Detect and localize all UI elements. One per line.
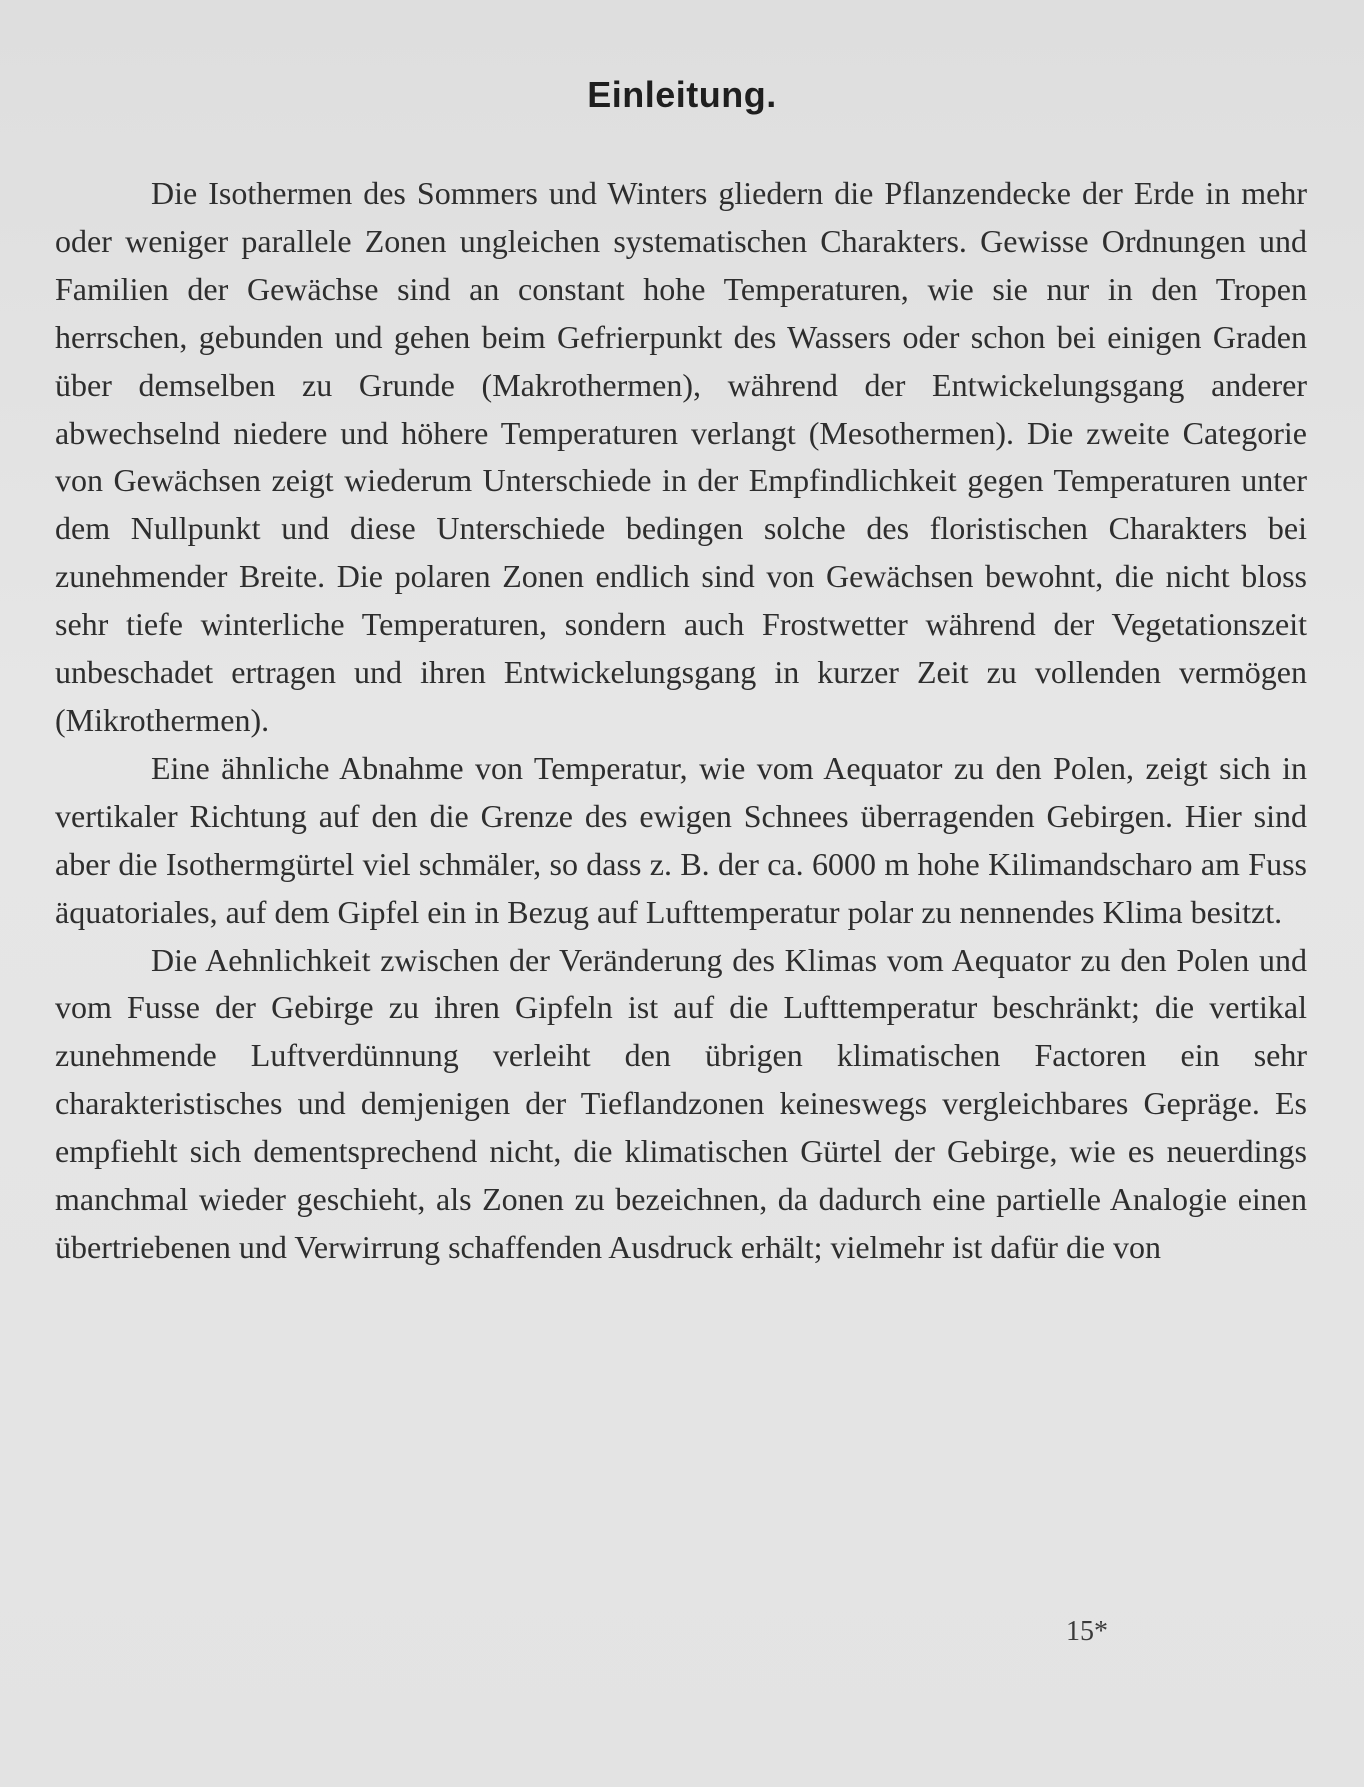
paragraph-2: Eine ähnliche Abnahme von Temperatur, wie vom Aequator zu den Polen, zeigt sich in vertikaler Richtung auf den die Grenze des ewigen Schnees überragenden Gebirgen. Hier sind aber die Isothermgürtel viel schmäler, so dass z. B. der ca. 6000 m hohe Kilimandscharo am Fuss äquatoriales, auf dem Gipfel ein in Bezug auf Lufttemperatur polar zu nennendes Klima besitzt. [55,749,1307,930]
page-heading: Einleitung. [587,74,777,115]
page-number: 15* [1066,1616,1108,1647]
body-text [55,170,1307,1272]
paragraph-3: Die Aehnlichkeit zwischen der Veränderung des Klimas vom Aequator zu den Polen und vom Fusse der Gebirge zu ihren Gipfeln ist auf die Lufttemperatur beschränkt; die vertikal zunehmende Luftverdünnung verleiht den übrigen klimatischen Factoren ein sehr charakteristisches und demjenigen der Tieflandzonen keineswegs vergleichbares Gepräge. Es empfiehlt sich dementsprechend nicht, die klimatischen Gürtel der Gebirge, wie es neuerdings manchmal wieder geschieht, als Zonen zu bezeichnen, da dadurch eine partielle Analogie einen übertriebenen und Verwirrung schaffenden Ausdruck erhält; vielmehr ist dafür die von [55,941,1307,1265]
paragraph-1: Die Isothermen des Sommers und Winters gliedern die Pflanzendecke der Erde in mehr oder weniger parallele Zonen ungleichen systematischen Charakters. Gewisse Ordnungen und Familien der Gewächse sind an constant hohe Temperaturen, wie sie nur in den Tropen herrschen, gebunden und gehen beim Gefrierpunkt des Wassers oder schon bei einigen Graden über demselben zu Grunde (Makrothermen), während der Entwickelungsgang anderer abwechselnd niedere und höhere Temperaturen verlangt (Mesothermen). Die zweite Categorie von Gewächsen zeigt wiederum Unterschiede in der Empfindlichkeit gegen Temperaturen unter dem Nullpunkt und diese Unterschiede bedingen solche des floristischen Charakters bei zunehmender Breite. Die polaren Zonen endlich sind von Gewächsen bewohnt, die nicht bloss sehr tiefe winterliche Temperaturen, sondern auch Frostwetter während der Vegetationszeit unbeschadet ertragen und ihren Entwickelungsgang in kurzer Zeit zu vollenden vermögen (Mikrothermen). [55,175,1307,738]
